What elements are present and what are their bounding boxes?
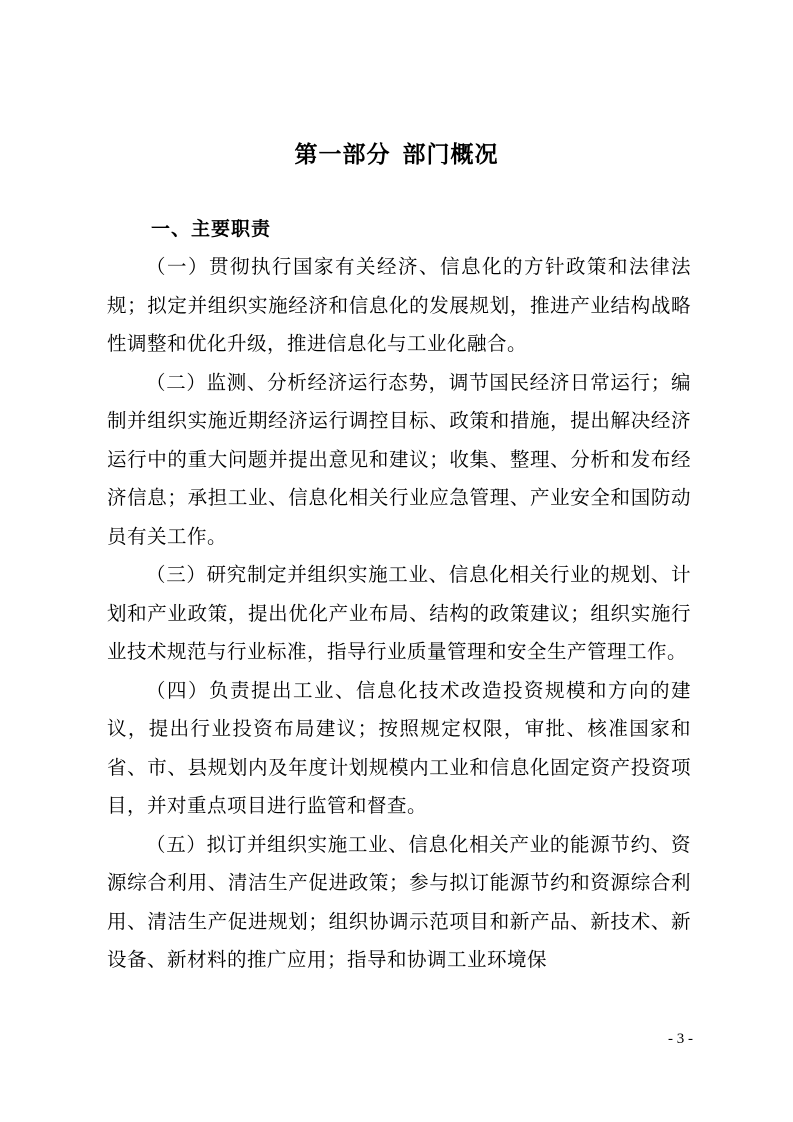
paragraph-3: （三）研究制定并组织实施工业、信息化相关行业的规划、计划和产业政策，提出优化产业布局、结构的政策建议；组织实施行业技术规范与行业标准，指导行业质量管理和安全生产管理工作。 (107, 563, 691, 663)
paragraph-5: （五）拟订并组织实施工业、信息化相关产业的能源节约、资源综合利用、清洁生产促进政策；参与拟订能源节约和资源综合利用、清洁生产促进规划；组织协调示范项目和新产品、新技术、新设备、新材料的推广应用；指导和协调工业环境保 (107, 832, 691, 971)
paragraph-4: （四）负责提出工业、信息化技术改造投资规模和方向的建议，提出行业投资布局建议；按照规定权限，审批、核准国家和省、市、县规划内及年度计划规模内工业和信息化固定资产投资项目，并对重点项目进行监管和督查。 (107, 678, 691, 817)
title-part: 第一部分 (294, 142, 391, 168)
section-heading: 一、主要职责 (151, 218, 272, 240)
body-text (107, 210, 691, 980)
paragraph-1: （一）贯彻执行国家有关经济、信息化的方针政策和法律法规；拟定并组织实施经济和信息化的发展规划，推进产业结构战略性调整和优化升级，推进信息化与工业化融合。 (107, 255, 691, 355)
title-name: 部门概况 (402, 142, 499, 168)
page-title (0, 138, 793, 172)
page-number: - 3 - (668, 1031, 693, 1047)
paragraph-2: （二）监测、分析经济运行态势，调节国民经济日常运行；编制并组织实施近期经济运行调控目标、政策和措施，提出解决经济运行中的重大问题并提出意见和建议；收集、整理、分析和发布经济信息；承担工业、信息化相关行业应急管理、产业安全和国防动员有关工作。 (107, 370, 691, 548)
